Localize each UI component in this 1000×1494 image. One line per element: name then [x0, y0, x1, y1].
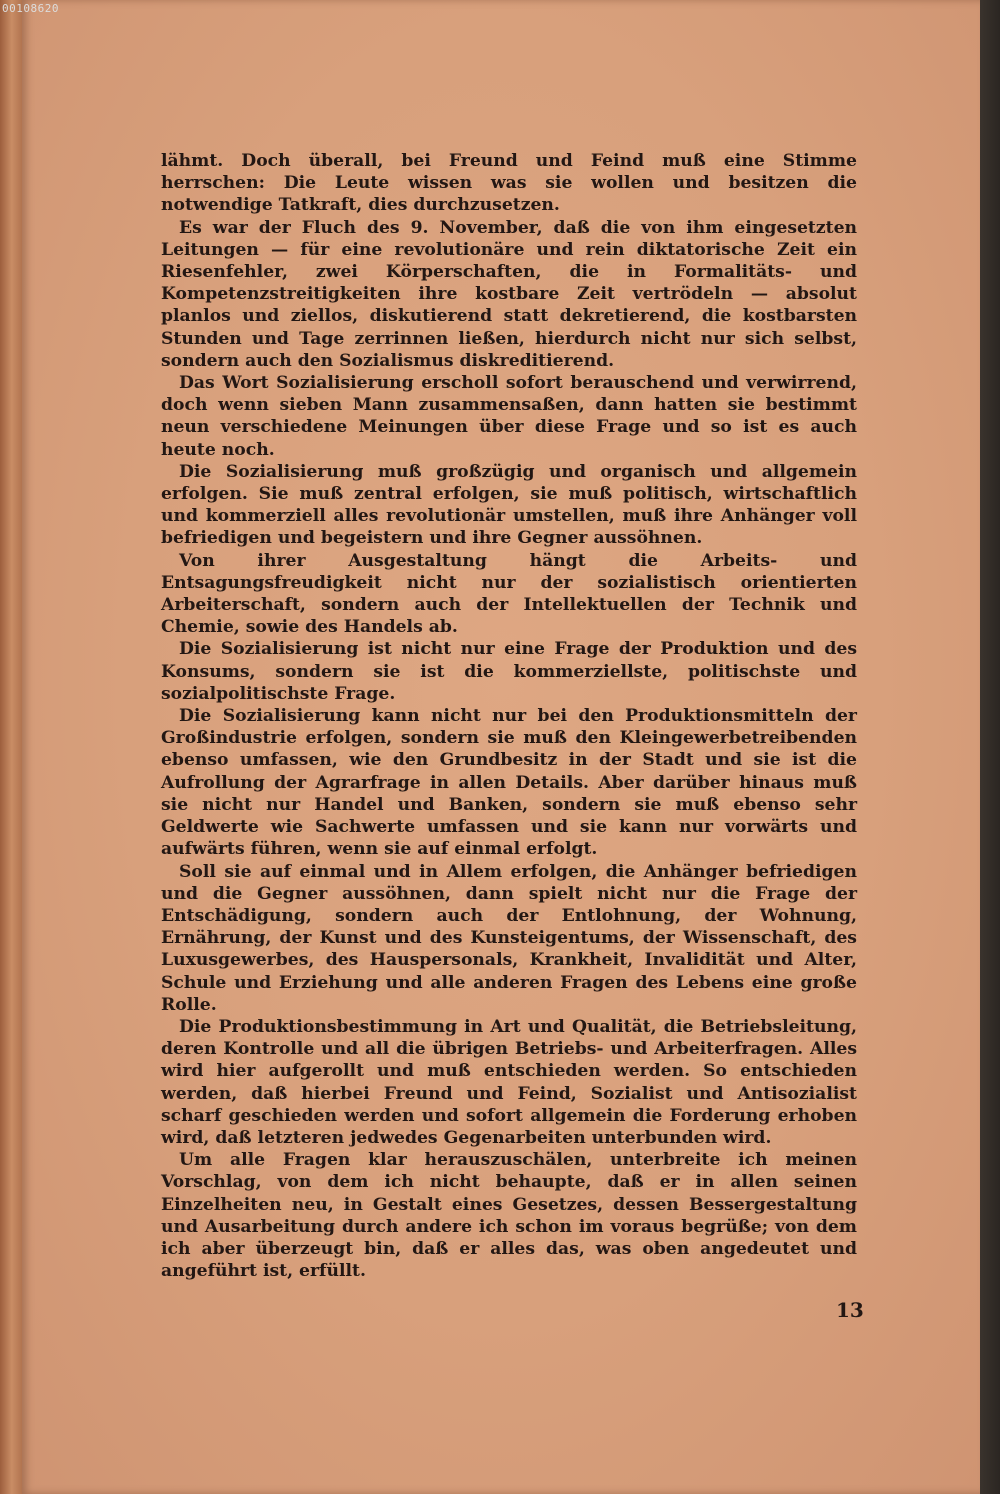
- paragraph-7: Die Sozialisierung kann nicht nur bei den Produktionsmitteln der Großindustrie erfolgen, sondern sie muß den Kleingewerbetreibenden ebenso umfassen, wie den Grundbesitz in der Stadt und sie ist die Aufrollung der Agrarfrage in allen Details. Aber darüber hinaus muß sie nicht nur Handel und Banken, sondern sie muß ebenso sehr Geldwerte wie Sachwerte umfassen und sie kann nur vorwärts und aufwärts führen, wenn sie auf einmal erfolgt.: [161, 706, 857, 860]
- body-text: [161, 150, 857, 1282]
- paragraph-10: Um alle Fragen klar herauszuschälen, unterbreite ich meinen Vorschlag, von dem ich nicht behaupte, daß er in allen seinen Einzelheiten neu, in Gestalt eines Gesetzes, dessen Bessergestaltung und Ausarbeitung durch andere ich schon im voraus begrüße; von dem ich aber überzeugt bin, daß er alles das, was oben angedeutet und angeführt ist, erfüllt.: [161, 1150, 857, 1282]
- page-number: 13: [836, 1298, 864, 1322]
- paragraph-3: Das Wort Sozialisierung erscholl sofort berauschend und verwirrend, doch wenn sieben Mann zusammensaßen, dann hatten sie bestimmt neun verschiedene Meinungen über diese Frage und so ist es auch heute noch.: [161, 373, 857, 460]
- right-scan-border: [980, 0, 1000, 1494]
- paragraph-2: Es war der Fluch des 9. November, daß die von ihm eingesetzten Leitungen — für eine revolutionäre und rein diktatorische Zeit ein Riesenfehler, zwei Körperschaften, die in Formalitäts- und Kompetenzstreitigkeiten ihre kostbare Zeit vertrödeln — absolut planlos und ziellos, diskutierend statt dekretierend, die kostbarsten Stunden und Tage zerrinnen ließen, hierdurch nicht nur sich selbst, sondern auch den Sozialismus diskreditierend.: [161, 217, 857, 371]
- scan-id-label: 00108620: [2, 2, 59, 15]
- paragraph-4: Die Sozialisierung muß großzügig und organisch und allgemein erfolgen. Sie muß zentral erfolgen, sie muß politisch, wirtschaftlich und kommerziell alles revolutionär umstellen, muß ihre Anhänger voll befriedigen und begeistern und ihre Gegner aussöhnen.: [161, 461, 857, 549]
- paragraph-9: Die Produktionsbestimmung in Art und Qualität, die Betriebsleitung, deren Kontrolle und all die übrigen Betriebs- und Arbeiterfragen. Alles wird hier aufgerollt und muß entschieden werden. So entschieden werden, daß hierbei Freund und Feind, Sozialist und Antisozialist scharf geschieden werden und sofort allgemein die Forderung erhoben wird, daß letzteren jedwedes Gegenarbeiten unterbunden wird.: [161, 1016, 857, 1148]
- paragraph-5: Von ihrer Ausgestaltung hängt die Arbeits- und Entsagungsfreudigkeit nicht nur der sozialistisch orientierten Arbeiterschaft, sondern auch der Intellektuellen der Technik und Chemie, sowie des Handels ab.: [161, 550, 857, 638]
- paragraph-1: lähmt. Doch überall, bei Freund und Feind muß eine Stimme herrschen: Die Leute wissen was sie wollen und besitzen die notwendige Tatkraft, dies durchzusetzen.: [161, 151, 857, 216]
- paragraph-6: Die Sozialisierung ist nicht nur eine Frage der Produktion und des Konsums, sondern sie ist die kommerziellste, politischste und sozialpolitischste Frage.: [161, 639, 857, 704]
- paragraph-8: Soll sie auf einmal und in Allem erfolgen, die Anhänger befriedigen und die Gegner aussöhnen, dann spielt nicht nur die Frage der Entschädigung, sondern auch der Entlohnung, der Wohnung, Ernährung, der Kunst und des Kunsteigentums, der Wissenschaft, des Luxusgewerbes, des Hauspersonals, Krankheit, Invalidität und Alter, Schule und Erziehung und alle anderen Fragen des Lebens eine große Rolle.: [161, 861, 857, 1015]
